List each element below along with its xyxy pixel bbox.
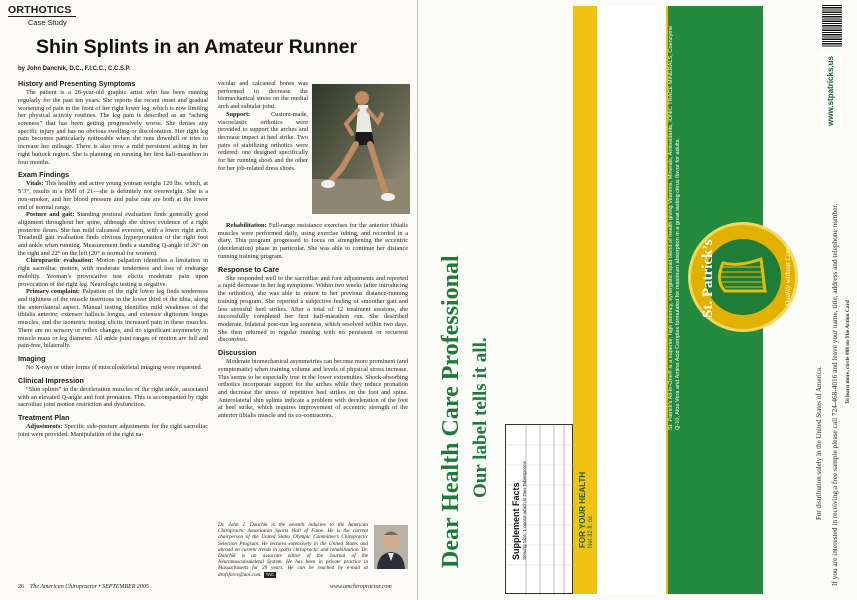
label-posture: Posture and gait:	[26, 211, 75, 219]
article-column-1	[18, 80, 208, 439]
publication-website: www.amchiropractor.com	[330, 584, 392, 590]
paragraph-chiro	[18, 257, 208, 288]
text-primary: Palpation of the right lower leg finds tenderness and tightness of the muscle insertions in the lower third of the tibia, along the anterolateral aspect. Manual testing identifies mild weakness of the tibialis anterior, extensor hallucis longus, and extensor digitorum longus muscles, and the isometric testing elicits increased pain in these muscles. There are no sensory or reflex changes, and no significant asymmetry in muscle mass or leg diameter. All ankle joint ranges of motion are full and pain-free, bilaterally.	[18, 288, 208, 350]
runner-photo-illustration	[312, 84, 410, 214]
text-rehab: Full-range resistance exercises for the anterior tibialis muscles were performed daily, using exercise tubing, and recorded in a diary. This program progressed to focus on strengthening the eccentric (deceleration) phase in particular. She was able to continue her distance running training program.	[218, 222, 408, 260]
heading-history: History and Presenting Symptoms	[18, 79, 136, 88]
barcode-icon	[821, 4, 843, 48]
heading-exam: Exam Findings	[18, 170, 70, 180]
page-number: 26	[18, 584, 24, 590]
article-title: Shin Splints in an Amateur Runner	[36, 36, 358, 58]
label-support: Support:	[226, 110, 251, 118]
paragraph-primary	[18, 288, 208, 350]
text-posture: Standing postural evaluation finds generally good alignment throughout her spine, although she shows evidence of a right posterior ileum. She has mild calcaneal eversion, with a lower right arch. Treadmill gait evaluation finds obvious hyperpronation of the right foot and ankle when running. Measurement finds a standing Q-angle of 26° on the right and 22° on the left (20° is normal for women).	[18, 211, 209, 257]
paragraph-vitals	[18, 180, 208, 211]
author-photo	[374, 525, 408, 569]
product-description: St. Patrick’s All-In-One® is a superior, high potency, synergistic liquid blend of health giving Vitamins, Minerals, Antioxidants, IONIC TRACE MINERALS, Coenzyme Q-10, Aloe Vera and Amino Acid Complex formulated for maximum absorption in a great tasting citrus flavor for adults.	[668, 25, 681, 430]
ad-website: www.stpatricks.us	[826, 56, 835, 126]
box-text-panel	[597, 6, 666, 594]
text-chiro: Motion palpation identifies a limitation in right sacroiliac motion, with moderate tenderness and loss of endrange mobility. Yeoman’s provocative test elicits moderate pain upon provocation of the right leg. Neurologic testing is negative.	[18, 257, 209, 288]
heading-discussion: Discussion	[218, 348, 257, 358]
ad-disclaimer: For distribution solely in the United States of America.	[815, 366, 823, 520]
text-adjustments: Specific side-posture adjustments for the right sacroiliac joint were provided. Manipulation of the right na-	[18, 423, 208, 439]
author-bio-text: Dr. John J. Danchik is the seventh inductee to the American Chiropractic Association Sports Hall of Fame. He is the current chairperson of the United States Olympic Committee’s Chiropractic Selection Program. He lectures extensively in the United States and abroad on current trends in sports chiropractic and rehabilitation. Dr. Danchik is an associate editor of the Journal of the Neuromusculoskeletal System. He has been in private practice in Massachusetts for 29 years. He can be reached by e-mail at drofsforce@aol.com.	[218, 522, 368, 578]
tac-badge: TAC	[265, 571, 275, 577]
ad-action-card: To learn more, circle #88 on The Action Card	[845, 300, 851, 404]
paragraph-rehab	[218, 222, 408, 261]
paragraph-imaging: No X-rays or other forms of musculoskeletal imaging were requested.	[26, 364, 203, 372]
label-adjustments: Adjustments:	[26, 423, 63, 431]
net-weight-label: Net 32 fl. oz.	[588, 514, 594, 548]
author-bio	[218, 522, 368, 578]
article-byline: by John Danchik, D.C., F.I.C.C., C.C.S.P.	[18, 66, 131, 72]
brand-tagline: Quality without Compromise	[784, 224, 792, 306]
runner-photo	[312, 84, 410, 214]
product-name: All-In-One	[644, 186, 669, 286]
heading-treatment: Treatment Plan	[18, 413, 70, 423]
section-tag	[8, 4, 76, 27]
ad-headline: Dear Health Care Professional	[438, 255, 464, 568]
label-chiro: Chiropractic evaluation:	[26, 257, 94, 265]
text-vitals: This healthy and active young woman weighs 120 lbs. which, at 5’3”, results in a BMI of 21—she is definitely not overweight. She is a non-smoker, and her blood pressure and pulse rate are both at the lower end of normal range.	[18, 180, 208, 211]
heading-response: Response to Care	[218, 264, 280, 274]
paragraph-posture	[18, 211, 208, 257]
supplement-facts-title: Supplement Facts	[511, 482, 521, 560]
text-support: Custom-made, viscoelastic orthotics were provided to support the arches and decrease impact at heel strike. Two pairs of stabilizing orthotics were ordered: one designed specifically for her running shoes and the other for her job-related dress shoes.	[218, 110, 308, 172]
paragraph-col2-continued: vicular and calcaneal bones was performed to decrease the biomechanical stress on the medial arch and subtalar joint.	[218, 80, 308, 111]
ad-sample-offer: If you are interested in receiving a free sample please call 724-468-4016 and leave your name, title, address and telephone number.	[830, 203, 839, 586]
paragraph-response: She responded well to the sacroiliac and foot adjustments and reported a rapid decrease in her leg symptoms. Within two weeks (after introducing the orthotics), she was able to return to her previous distance-running training program. She reported a subjective feeling of smoother gait and less stressful heel strikes. After a total of 12 treatment sessions, she successfully completed her first half-marathon run. She described moderate, bilateral post-run leg soreness, which resolved within two days. She then returned to regular running with no persistent or recurrent discomfort.	[218, 274, 408, 344]
paragraph-adjustments	[18, 423, 208, 438]
section-name: ORTHOTICS	[8, 4, 76, 17]
label-vitals: Vitals:	[26, 180, 44, 188]
article-page	[0, 0, 418, 600]
article-column-2-bottom	[218, 222, 408, 420]
label-rehab: Rehabilitation:	[226, 222, 267, 229]
brand-name: St. Patrick’s	[700, 239, 716, 318]
paragraph-history: The patient is a 28-year-old graphic artist who has been running regularly for the past ten years. She reports the recent onset and gradual worsening of pain in the front of her right lower leg, which is now limiting her physical activity routines. The leg pain is described as an “aching soreness” that has been getting progressively worse. She denies any specific injury and has no obvious swelling or discoloration. Her right leg pain becomes particularly noticeable when she runs downhill or tries to increase her mileage. There is also now a mild persistent aching in her right buttock region. She is planning on running her first half-marathon in four months.	[18, 89, 208, 166]
heading-imaging: Imaging	[18, 353, 46, 363]
ad-subheadline: Our label tells it all.	[470, 337, 491, 498]
author-portrait	[374, 525, 408, 569]
for-your-health-label: FOR YOUR HEALTH	[578, 471, 587, 548]
paragraph-support	[218, 111, 308, 173]
paragraph-impression: “Shin splints” in the deceleration muscles of the right ankle, associated with an elevated Q-angle and foot pronation. This is accompanied by right sacroiliac joint motion restriction and dysfunction.	[18, 386, 208, 409]
paragraph-discussion: Moderate biomechanical asymmetries can become more prominent (and symptomatic) when training volume and levels of physical stress increase. This seems to be especially true in the lower extremities. Shock-absorbing orthotics incorporate support for the arches while they reduce pronation and decrease the stress of repetitive heel strikes on the foot and spine. Anterolateral shin splints indicate a problem with deceleration of the foot at heel strike, which requires improvement of eccentric strength of the anterior tibialis muscle and its co-contractors.	[218, 358, 409, 420]
publication-name: The American Chiropractor • SEPTEMBER 2005	[30, 584, 149, 590]
heading-impression: Clinical Impression	[18, 375, 84, 385]
supplement-facts-serving: Serving Size: 1 ounce which is Two Tablespoons	[522, 461, 527, 560]
article-column-2-top	[218, 80, 308, 172]
section-subtitle: Case Study	[28, 18, 67, 27]
label-primary: Primary complaint:	[26, 288, 81, 296]
